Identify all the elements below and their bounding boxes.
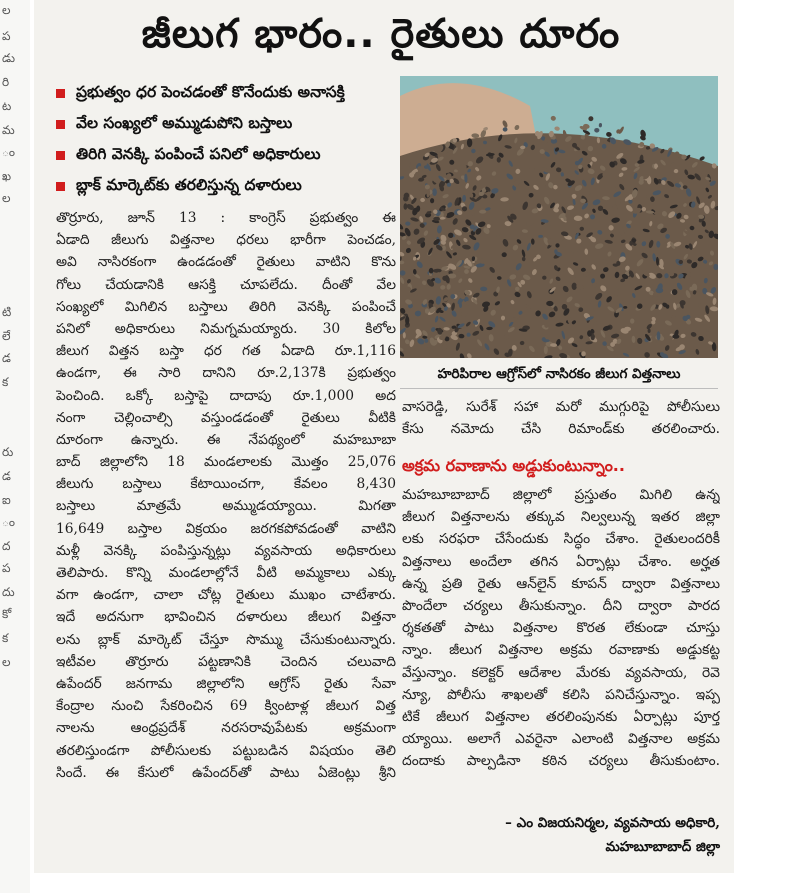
bullet-text: తిరిగి వెనక్కి పంపించే పనిలో అధికారులు — [76, 144, 321, 163]
margin-fragment: ప — [2, 561, 11, 575]
article-body-right-continued — [402, 396, 720, 440]
margin-fragment: రి — [2, 75, 10, 89]
margin-fragment: ల — [2, 3, 11, 17]
margin-fragment: ప — [2, 29, 11, 43]
margin-fragment: మ — [2, 123, 15, 137]
text-line: వగా ఉండగా, చాలా చోట్ల రైతులు ముఖం చాటేశారు. — [56, 587, 396, 604]
text-line: కేసు నమోదు చేసి రిమాండ్‌కు తరలించారు. — [402, 421, 720, 438]
text-line: పనిలో అధికారులు నిమగ్నమయ్యారు. 30 కిలోల — [56, 320, 396, 337]
text-line: గోలు చేయడానికి ఆసక్తి చూపలేదు. దీంతో వేల — [56, 276, 396, 293]
text-line: 16,649 బస్తాల విక్రయం జరగకపోవడంతో వాటిని — [56, 520, 396, 537]
text-line: జీలుగ విత్తన బస్తా ధర గత ఏడాది రూ.1,116 — [56, 343, 396, 360]
officer-quote-body — [402, 484, 720, 772]
bullet-text: బ్లాక్‌ మార్కెట్‌కు తరలిస్తున్న దళారులు — [76, 175, 302, 194]
text-line: తెలిపారు. కొన్ని మండలాల్లోనే వీటి అమ్మకాలు ఎక్కు — [56, 565, 396, 581]
adjacent-column-strip — [0, 0, 30, 893]
headline: జీలుగ భారం.. రైతులు దూరం — [141, 11, 621, 57]
text-line: కేంద్రాల నుంచి సేకరించిన 69 క్వింటాళ్ల జీలుగ విత్త — [56, 698, 396, 715]
text-line: సంఖ్యలో మిగిలిన బస్తాలు తిరిగి వెనక్కి పంపించే — [56, 298, 396, 315]
margin-fragment: ల — [2, 191, 11, 205]
quote-attribution-district: మహబూబాబాద్‌ జిల్లా — [605, 839, 720, 855]
margin-fragment: టి — [2, 305, 12, 319]
seeds-photo — [400, 76, 718, 358]
seed — [580, 199, 586, 203]
text-line: దూరంగా ఉన్నారు. ఈ నేపథ్యంలో మహబూబా — [56, 431, 396, 448]
bullet-square-icon — [56, 89, 65, 98]
text-line: లను బ్లాక్‌ మార్కెట్‌ చేస్తూ సొమ్ము చేసుకుంటున్నారు. — [56, 631, 396, 648]
text-line: వేస్తున్నాం. కలెక్టర్‌ ఆదేశాల మేరకు వ్యవసాయ, రెవె — [402, 664, 720, 681]
margin-fragment: ఐ — [2, 493, 11, 507]
seed — [544, 346, 548, 354]
bullet-square-icon — [56, 182, 65, 191]
margin-fragment: క — [2, 375, 9, 389]
text-line: న్నాం. జీలుగ విత్తనాల అక్రమ రవాణాకు అడ్డుకట్ట — [402, 642, 720, 659]
text-line: టికే జీలుగ విత్తనాల తరలింపునకు ఏర్పాట్లు పూర్త — [402, 708, 720, 725]
text-line: నాలను ఆంధ్రప్రదేశ్‌ నరసరావుపేటకు అక్రమంగా — [56, 720, 396, 737]
text-line: ఇటీవల తొర్రూరు పట్టణానికి చెందిన చలువాది — [56, 653, 396, 670]
text-line: య్యాయి. అలాగే ఎవరైనా ఎలాంటి విత్తనాల అక్రమ — [402, 731, 720, 748]
margin-fragment: ం — [2, 145, 16, 159]
text-line: లకు సరఫరా చేసేందుకు సిద్ధం చేశాం. రైతులందరికీ — [402, 531, 720, 548]
text-line: ఉన్న ప్రతి రైతు ఆన్‌లైన్‌ కూపన్‌ ద్వారా విత్తనాలు — [402, 575, 720, 592]
margin-fragment: దు — [2, 585, 15, 599]
photo-caption: హరిపిరాల ఆగ్రోస్‌లో నాసిరకం జీలుగ విత్తనాలు — [400, 360, 718, 389]
margin-fragment: ట — [2, 99, 12, 113]
text-line: ఉపేందర్‌ జనగామ జిల్లాలోని ఆగ్రోస్‌ రైతు సేవా — [56, 675, 396, 692]
text-line: తరలిస్తుండగా పోలీసులకు పట్టుబడిన విషయం తెలి — [56, 742, 396, 759]
highlight-bullets — [56, 78, 401, 202]
bullet-item — [56, 140, 401, 171]
text-line: ర్శకతతో పాటు విత్తనాల కొరత లేకుండా చూస్తు — [402, 620, 720, 637]
bullet-square-icon — [56, 120, 65, 129]
bullet-text: వేల సంఖ్యలో అమ్ముడుపోని బస్తాలు — [76, 113, 293, 132]
article-body-left — [56, 207, 396, 784]
margin-fragment: డు — [2, 51, 16, 65]
seed — [425, 308, 429, 314]
text-line: న్యూ, పోలీసు శాఖలతో కలిసి పనిచేస్తున్నాం. ఇప్ప — [402, 686, 720, 703]
seed — [459, 186, 464, 189]
seed — [432, 188, 437, 196]
margin-fragment: ల — [2, 655, 11, 669]
margin-fragment: డ — [2, 351, 11, 365]
margin-fragment: రు — [2, 445, 14, 459]
text-line: పొందేలా చర్యలు తీసుకున్నాం. దీని ద్వారా పారద — [402, 597, 720, 614]
text-line: పెంచింది. ఒక్కో బస్తాపై దాదాపు రూ.1,000 అద — [56, 387, 396, 404]
bullet-item — [56, 171, 401, 202]
seed — [405, 316, 409, 325]
text-line: అవి నాసిరకంగా ఉండడంతో రైతులు వాటిని కొను — [56, 254, 396, 271]
text-line: జీలుగు బస్తాలు కేటాయించగా, కేవలం 8,430 — [56, 476, 396, 493]
bullet-square-icon — [56, 151, 65, 160]
text-line: జీలుగ విత్తనాలను తక్కువ నిల్వలున్న ఇతర జిల్లా — [402, 509, 720, 526]
text-line: తొర్రూరు, జూన్‌ 13 : కాంగ్రెస్‌ ప్రభుత్వం ఈ — [56, 210, 396, 226]
seed — [648, 329, 651, 333]
text-line: దందాకు పాల్పడినా కఠిన చర్యలు తీసుకుంటాం. — [402, 753, 720, 770]
text-line: విత్తనాలు అందేలా తగిన ఏర్పాట్లు చేశాం. అర్హత — [402, 553, 720, 570]
seed — [656, 241, 660, 248]
seed — [672, 334, 679, 338]
margin-fragment: క — [2, 631, 9, 645]
text-line: మళ్లీ వెనక్కి పంపిస్తున్నట్లు వ్యవసాయ అధికారులు — [56, 542, 396, 559]
margin-fragment: డ — [2, 469, 11, 483]
text-line: ఇదే అదనుగా భావించిన దళారులు జీలుగ విత్తనా — [56, 609, 396, 626]
text-line: మహబూబాబాద్‌ జిల్లాలో ప్రస్తుతం మిగిలి ఉన్న — [402, 487, 720, 503]
text-line: బాద్‌ జిల్లాలోని 18 మండలాలకు మొత్తం 25,076 — [56, 454, 396, 471]
text-line: ఉండగా, ఈ సారి దానిని రూ.2,137కి ప్రభుత్వం — [56, 365, 396, 382]
jeeluga-seeds-image — [400, 76, 718, 358]
text-line: నంగా చెల్లించాల్సి వస్తుండడంతో రైతులు వీటికి — [56, 409, 396, 426]
text-line: బస్తాలు మాత్రమే అమ్ముడయ్యాయి. మిగతా — [56, 498, 396, 515]
bullet-item — [56, 78, 401, 109]
margin-fragment: కో — [2, 607, 12, 621]
margin-fragment: ద — [2, 539, 11, 553]
text-line: వాసరెడ్డి, సురేశ్‌ సహా మరో ముగ్గురిపై పోలీసులు — [402, 399, 720, 415]
bullet-item — [56, 109, 401, 140]
bullet-text: ప్రభుత్వం ధర పెంచడంతో కొనేందుకు అనాసక్తి — [76, 82, 345, 101]
quote-attribution: – ఎం విజయనిర్మల, వ్యవసాయ అధికారి, — [505, 815, 720, 831]
seed — [467, 138, 472, 147]
margin-fragment: ఖ — [2, 169, 12, 183]
margin-fragment: లే — [2, 329, 11, 343]
text-line: సిందే. ఈ కేసులో ఉపేందర్‌తో పాటు ఏజెంట్లు శ్రీని — [56, 764, 396, 781]
margin-fragment: ం — [2, 515, 16, 529]
text-line: ఏడాది జీలుగు విత్తనాల ధరలు భారీగా పెంచడం, — [56, 232, 396, 249]
seed — [594, 128, 599, 133]
subheading: అక్రమ రవాణాను అడ్డుకుంటున్నాం.. — [402, 456, 625, 475]
